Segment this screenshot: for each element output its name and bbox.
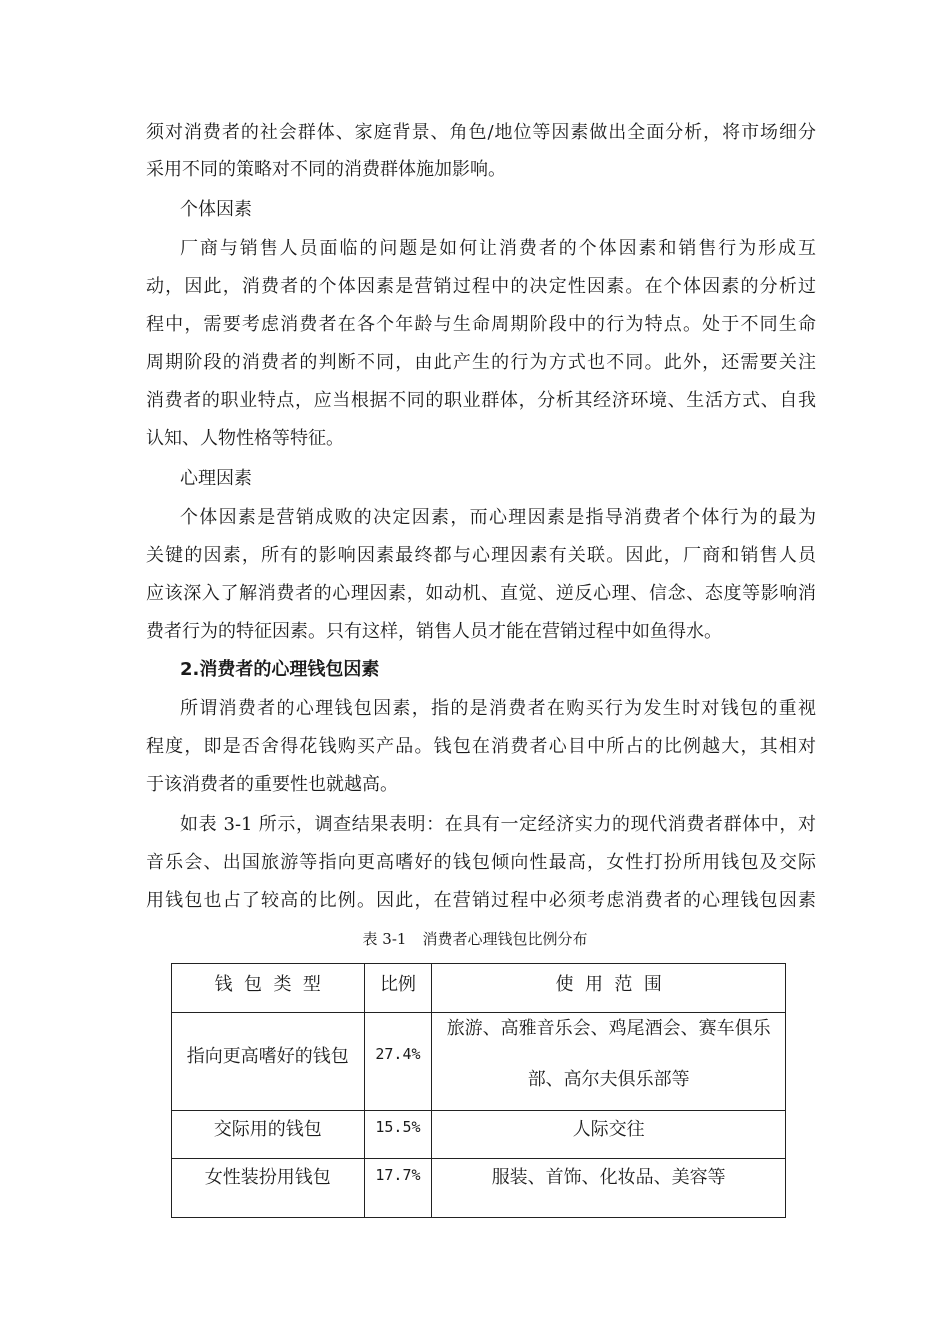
paragraph-line: 周期阶段的消费者的判断不同，由此产生的行为方式也不同。此外，还需要关注 [146, 352, 816, 373]
paragraph-line: 采用不同的策略对不同的消费群体施加影响。 [146, 159, 506, 180]
paragraph-line: 动，因此，消费者的个体因素是营销过程中的决定性因素。在个体因素的分析过 [146, 276, 816, 297]
table-row [172, 1159, 786, 1218]
table-caption [0, 929, 950, 949]
table-header-row [172, 964, 786, 1013]
paragraph-line: 用钱包也占了较高的比例。因此，在营销过程中必须考虑消费者的心理钱包因素 [146, 890, 816, 911]
paragraph-line: 于该消费者的重要性也就越高。 [146, 774, 398, 795]
cell-wallet-type: 交际用的钱包 [172, 1111, 365, 1159]
paragraph-line: 关键的因素，所有的影响因素最终都与心理因素有关联。因此，厂商和销售人员 [146, 545, 816, 566]
paragraph-line: 个体因素是营销成败的决定因素，而心理因素是指导消费者个体行为的最为 [180, 507, 816, 528]
cell-usage: 人际交往 [432, 1111, 786, 1159]
table-row [172, 1111, 786, 1159]
section-heading: 2.消费者的心理钱包因素 [180, 659, 380, 680]
paragraph-line: 音乐会、出国旅游等指向更高嗜好的钱包倾向性最高，女性打扮所用钱包及交际 [146, 852, 816, 873]
header-usage: 使 用 范 围 [432, 964, 786, 1013]
usage-line: 旅游、高雅音乐会、鸡尾酒会、赛车俱乐 [446, 1018, 771, 1039]
paragraph-line: 程度，即是否舍得花钱购买产品。钱包在消费者心目中所占的比例越大，其相对 [146, 736, 816, 757]
header-ratio: 比例 [364, 964, 432, 1013]
wallet-ratio-table [171, 963, 786, 1218]
paragraph-line: 认知、人物性格等特征。 [146, 428, 344, 449]
cell-wallet-type: 指向更高嗜好的钱包 [172, 1013, 365, 1111]
paragraph-line: 程中，需要考虑消费者在各个年龄与生命周期阶段中的行为特点。处于不同生命 [146, 314, 816, 335]
subheading-individual-factors: 个体因素 [180, 199, 252, 220]
cell-usage [432, 1013, 786, 1111]
paragraph-line: 如表 3-1 所示，调查结果表明：在具有一定经济实力的现代消费者群体中，对 [180, 814, 816, 835]
cell-ratio: 17.7% [364, 1159, 432, 1218]
usage-line: 部、高尔夫俱乐部等 [527, 1069, 690, 1090]
paragraph-line: 费者行为的特征因素。只有这样，销售人员才能在营销过程中如鱼得水。 [146, 621, 722, 642]
table-row [172, 1013, 786, 1111]
paragraph-line: 应该深入了解消费者的心理因素，如动机、直觉、逆反心理、信念、态度等影响消 [146, 583, 816, 604]
table-caption-number: 表 3-1 [362, 930, 407, 948]
paragraph-line: 消费者的职业特点，应当根据不同的职业群体，分析其经济环境、生活方式、自我 [146, 390, 816, 411]
cell-usage: 服装、首饰、化妆品、美容等 [432, 1159, 786, 1218]
cell-wallet-type: 女性装扮用钱包 [172, 1159, 365, 1218]
subheading-psychological-factors: 心理因素 [180, 468, 252, 489]
paragraph-line: 所谓消费者的心理钱包因素，指的是消费者在购买行为发生时对钱包的重视 [180, 698, 816, 719]
paragraph-line: 须对消费者的社会群体、家庭背景、角色/地位等因素做出全面分析，将市场细分 [146, 122, 816, 143]
table-caption-title: 消费者心理钱包比例分布 [422, 930, 588, 948]
header-wallet-type: 钱 包 类 型 [172, 964, 365, 1013]
cell-ratio: 15.5% [364, 1111, 432, 1159]
paragraph-line: 厂商与销售人员面临的问题是如何让消费者的个体因素和销售行为形成互 [180, 238, 816, 259]
cell-ratio: 27.4% [364, 1013, 432, 1111]
